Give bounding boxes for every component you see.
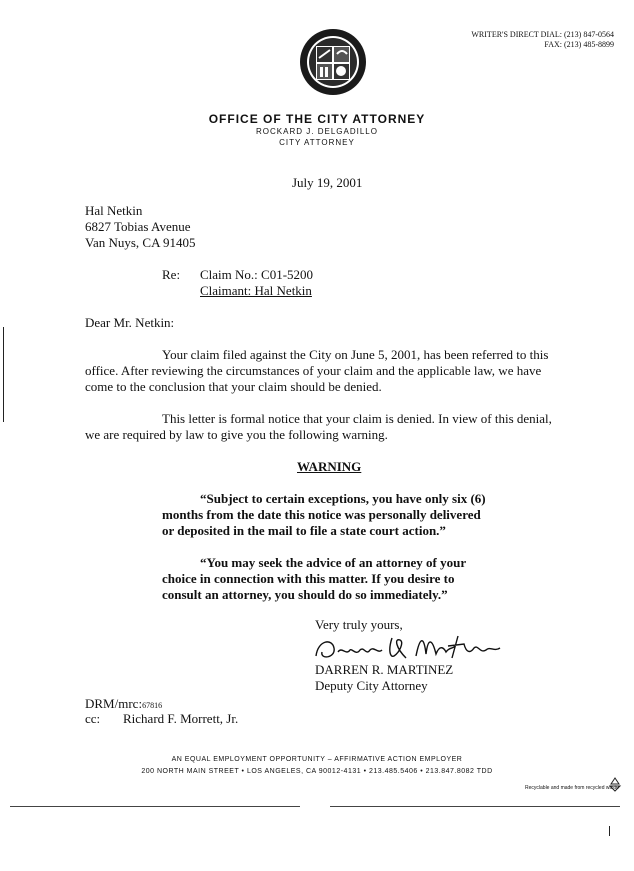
claim-number: Claim No.: C01-5200 (200, 267, 314, 282)
paragraph-line: Your claim filed against the City on June 5, 2001, has been referred to this (162, 347, 549, 362)
advice-quote-line: choice in connection with this matter. If you desire to (162, 571, 455, 586)
cc-label: cc: (85, 711, 101, 726)
signer-title: Deputy City Attorney (315, 678, 428, 693)
paragraph-line: office. After reviewing the circumstances of your claim and the applicable law, we have (85, 363, 542, 378)
claimant-line: Claimant: Hal Netkin (200, 283, 312, 298)
office-name: OFFICE OF THE CITY ATTORNEY (208, 112, 426, 126)
scan-margin-mark (3, 327, 4, 422)
recipient-street: 6827 Tobias Avenue (85, 219, 191, 234)
recycled-note: Recyclable and made from recycled waste (525, 785, 619, 791)
recipient-city: Van Nuys, CA 91405 (85, 235, 196, 250)
scan-margin-mark (609, 826, 610, 836)
fax-number: FAX: (213) 485-8899 (544, 40, 614, 49)
letter-date: July 19, 2001 (292, 175, 363, 190)
warning-heading: WARNING (297, 459, 362, 474)
footer-eeo: AN EQUAL EMPLOYMENT OPPORTUNITY – AFFIRMATIVE ACTION EMPLOYER (171, 756, 463, 763)
re-label: Re: (162, 267, 181, 282)
warning-quote-line: “Subject to certain exceptions, you have only six (6) (200, 491, 486, 506)
warning-quote-line: months from the date this notice was personally delivered (162, 507, 481, 522)
paragraph-line: we are required by law to give you the following warning. (85, 427, 388, 442)
city-seal-icon (299, 28, 367, 96)
attorney-name: ROCKARD J. DELGADILLO (256, 127, 378, 136)
attorney-title: CITY ATTORNEY (279, 138, 355, 147)
signature (312, 630, 512, 666)
fold-line (10, 806, 300, 807)
footer-address: 200 NORTH MAIN STREET • LOS ANGELES, CA 90012-4131 • 213.485.5406 • 213.847.8082 TDD (141, 768, 493, 775)
paragraph-line: come to the conclusion that your claim should be denied. (85, 379, 382, 394)
advice-quote-line: consult an attorney, you should do so immediately.” (162, 587, 448, 602)
recipient-name: Hal Netkin (85, 203, 143, 218)
advice-quote-line: “You may seek the advice of an attorney of your (200, 555, 467, 570)
salutation: Dear Mr. Netkin: (85, 315, 175, 330)
recycle-icon (607, 776, 623, 792)
direct-dial: WRITER'S DIRECT DIAL: (213) 847-0564 (471, 30, 614, 39)
reference-number: 67816 (142, 701, 163, 710)
cc-name: Richard F. Morrett, Jr. (123, 711, 239, 726)
paragraph-line: This letter is formal notice that your claim is denied. In view of this denial, (162, 411, 552, 426)
initials: DRM/mrc: (85, 696, 143, 711)
warning-quote-line: or deposited in the mail to file a state court action.” (162, 523, 446, 538)
valediction: Very truly yours, (315, 617, 403, 632)
signer-name: DARREN R. MARTINEZ (315, 662, 454, 677)
fold-line (330, 806, 620, 807)
